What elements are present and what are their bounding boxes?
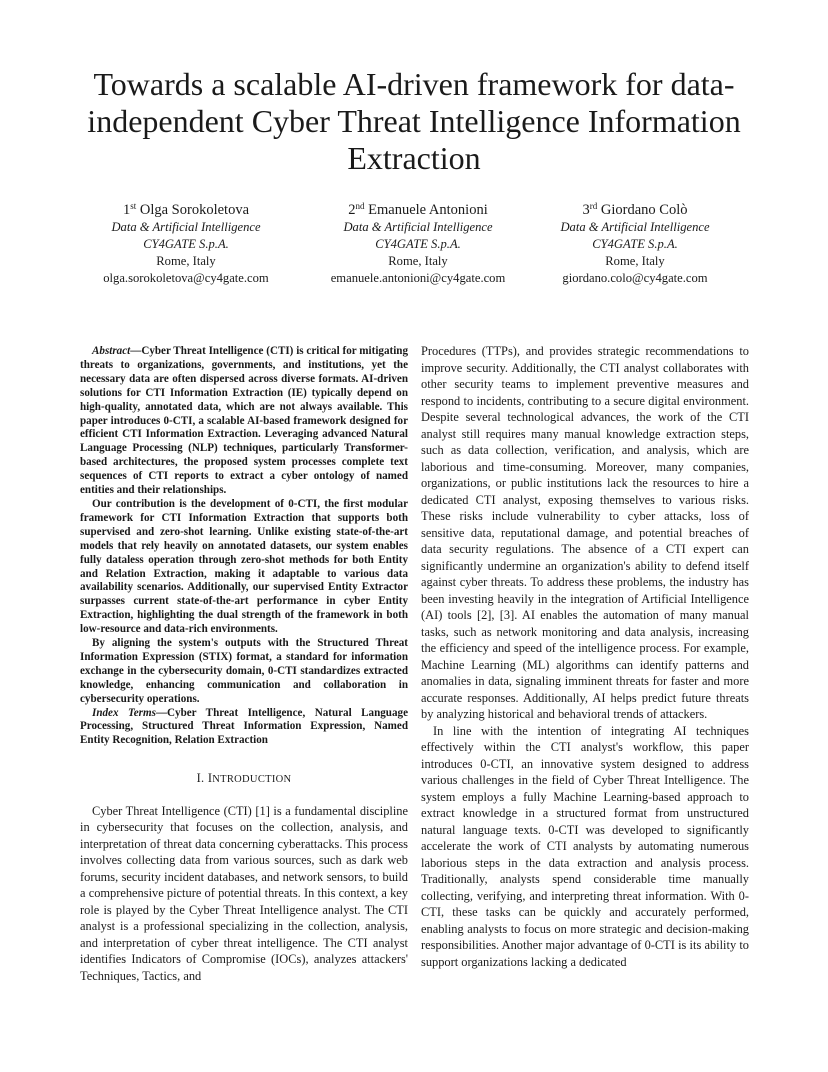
author-dept: Data & Artificial Intelligence [111, 220, 261, 234]
author-name: 3rd Giordano Colò [582, 201, 688, 218]
body-paragraph-continued: Procedures (TTPs), and provides strategic recommendations to improve security. Additionally, the CTI analyst collaborates with other security teams to implement preventive measures and respond to incidents, contributing to a secure digital environment. Despite several technological advances, the work of the CTI analyst still requires many manual knowledge extraction steps, such as data collection, verification, and analysis, which are laborious and time-consuming. Moreover, many companies, organizations, or public institutions lack the resources to hire a dedicated CTI analyst, exposing themselves to various risks. These risks include vulnerability to cyber attacks, loss of sensitive data, reputational damage, and potential breaches of data security regulations. The absence of a CTI expert can significantly undermine an organization's ability to defend itself against cyber threats. To address these problems, the industry has been investing heavily in the integration of Artificial Intelligence (AI) tools [2], [3]. AI enables the automation of many manual tasks, such as network monitoring and data analysis, increasing the efficiency and speed of the intelligence process. For example, Machine Learning (ML) algorithms can identify patterns and anomalies in data, signaling imminent threats for faster and more accurate responses. Additionally, AI helps predict future threats by analyzing historical and behavioral trends of attackers. [421, 344, 749, 721]
author-3 [500, 201, 770, 287]
author-org: CY4GATE S.p.A. [143, 237, 229, 251]
author-name: 2nd Emanuele Antonioni [348, 201, 488, 218]
abstract [80, 345, 408, 748]
author-1 [51, 201, 321, 287]
author-email: emanuele.antonioni@cy4gate.com [330, 271, 506, 285]
left-column [80, 345, 408, 984]
index-terms: Index Terms—Cyber Threat Intelligence, Natural Language Processing, Structured Threat Information Expression, Named Entity Recognition, Relation Extraction [80, 706, 408, 747]
author-block [0, 201, 828, 301]
abstract-paragraph: By aligning the system's outputs with the Structured Threat Information Expression (STIX) format, a standard for information exchange in the cybersecurity domain, 0-CTI standardizes extracted knowledge, enhancing communication and collaboration in cybersecurity operations. [80, 637, 408, 705]
section-heading: I. INTRODUCTION [196, 771, 292, 786]
body-paragraph: In line with the intention of integrating AI techniques effectively within the CTI analyst's workflow, this paper introduces 0-CTI, an innovative system designed to address various challenges in the field of Cyber Threat Intelligence. The system employs a fully Machine Learning-based approach to extract knowledge in a structured format from unstructured natural language texts. 0-CTI was developed to significantly accelerate the work of CTI analysts by automating numerous laborious steps in the data extraction and analysis process. Traditionally, analysts spend considerable time manually collecting, verifying, and interpreting threat information. With 0-CTI, these tasks can be quickly and accurately performed, enabling analysts to focus on more strategic and decision-making responsibilities. Another major advantage of 0-CTI is its ability to support organizations lacking a dedicated [421, 723, 749, 969]
author-org: CY4GATE S.p.A. [375, 237, 461, 251]
author-location: Rome, Italy [605, 254, 665, 268]
paper-title: Towards a scalable AI-driven framework for data-independent Cyber Threat Intelligence Information Extraction [87, 66, 741, 176]
author-name: 1st Olga Sorokoletova [122, 201, 250, 218]
author-location: Rome, Italy [156, 254, 216, 268]
author-email: giordano.colo@cy4gate.com [562, 271, 708, 285]
abstract-paragraph: Abstract—Cyber Threat Intelligence (CTI) is critical for mitigating threats to organizations, governments, and institutions, yet the necessary data are often dispersed across diverse formats. AI-driven solutions for CTI Information Extraction (IE) typically depend on high-quality, annotated data, which are not always available. This paper introduces 0-CTI, a scalable AI-based framework designed for efficient CTI Information Extraction. Leveraging advanced Natural Language Processing (NLP) techniques, particularly Transformer-based architectures, the proposed system processes complete text sequences of CTI reports to extract a cyber ontology of named entities and their relationships. [80, 345, 408, 497]
author-email: olga.sorokoletova@cy4gate.com [103, 271, 269, 285]
abstract-paragraph: Our contribution is the development of 0-CTI, the first modular framework for CTI Information Extraction that supports both supervised and zero-shot learning. Unlike existing state-of-the-art models that rely heavily on annotated datasets, our system enables fully dataless operation through zero-shot methods for both Entity and Relation Extraction, making it adaptable to various data availability scenarios. Additionally, our supervised Entity Extractor surpasses current state-of-the-art performance in cyber Entity Extraction, highlighting the dual strength of the framework in both low-resource and data-rich environments. [80, 497, 408, 636]
author-dept: Data & Artificial Intelligence [560, 220, 710, 234]
author-org: CY4GATE S.p.A. [592, 237, 678, 251]
right-column [421, 343, 749, 970]
author-location: Rome, Italy [388, 254, 448, 268]
body-paragraph: Cyber Threat Intelligence (CTI) [1] is a fundamental discipline in cybersecurity that focuses on the collection, analysis, and interpretation of threat data concerning cyberattacks. This process involves collecting data from various sources, such as dark web forums, security incident databases, and network sensors, to build a comprehensive picture of potential threats. In this context, a key role is played by the Cyber Threat Intelligence analyst. The CTI analyst is a professional specializing in the collection, analysis, and interpretation of cyber threat intelligence. The CTI analyst identifies Indicators of Compromise (IOCs), analyzes attackers' Techniques, Tactics, and [80, 803, 408, 983]
author-dept: Data & Artificial Intelligence [343, 220, 493, 234]
